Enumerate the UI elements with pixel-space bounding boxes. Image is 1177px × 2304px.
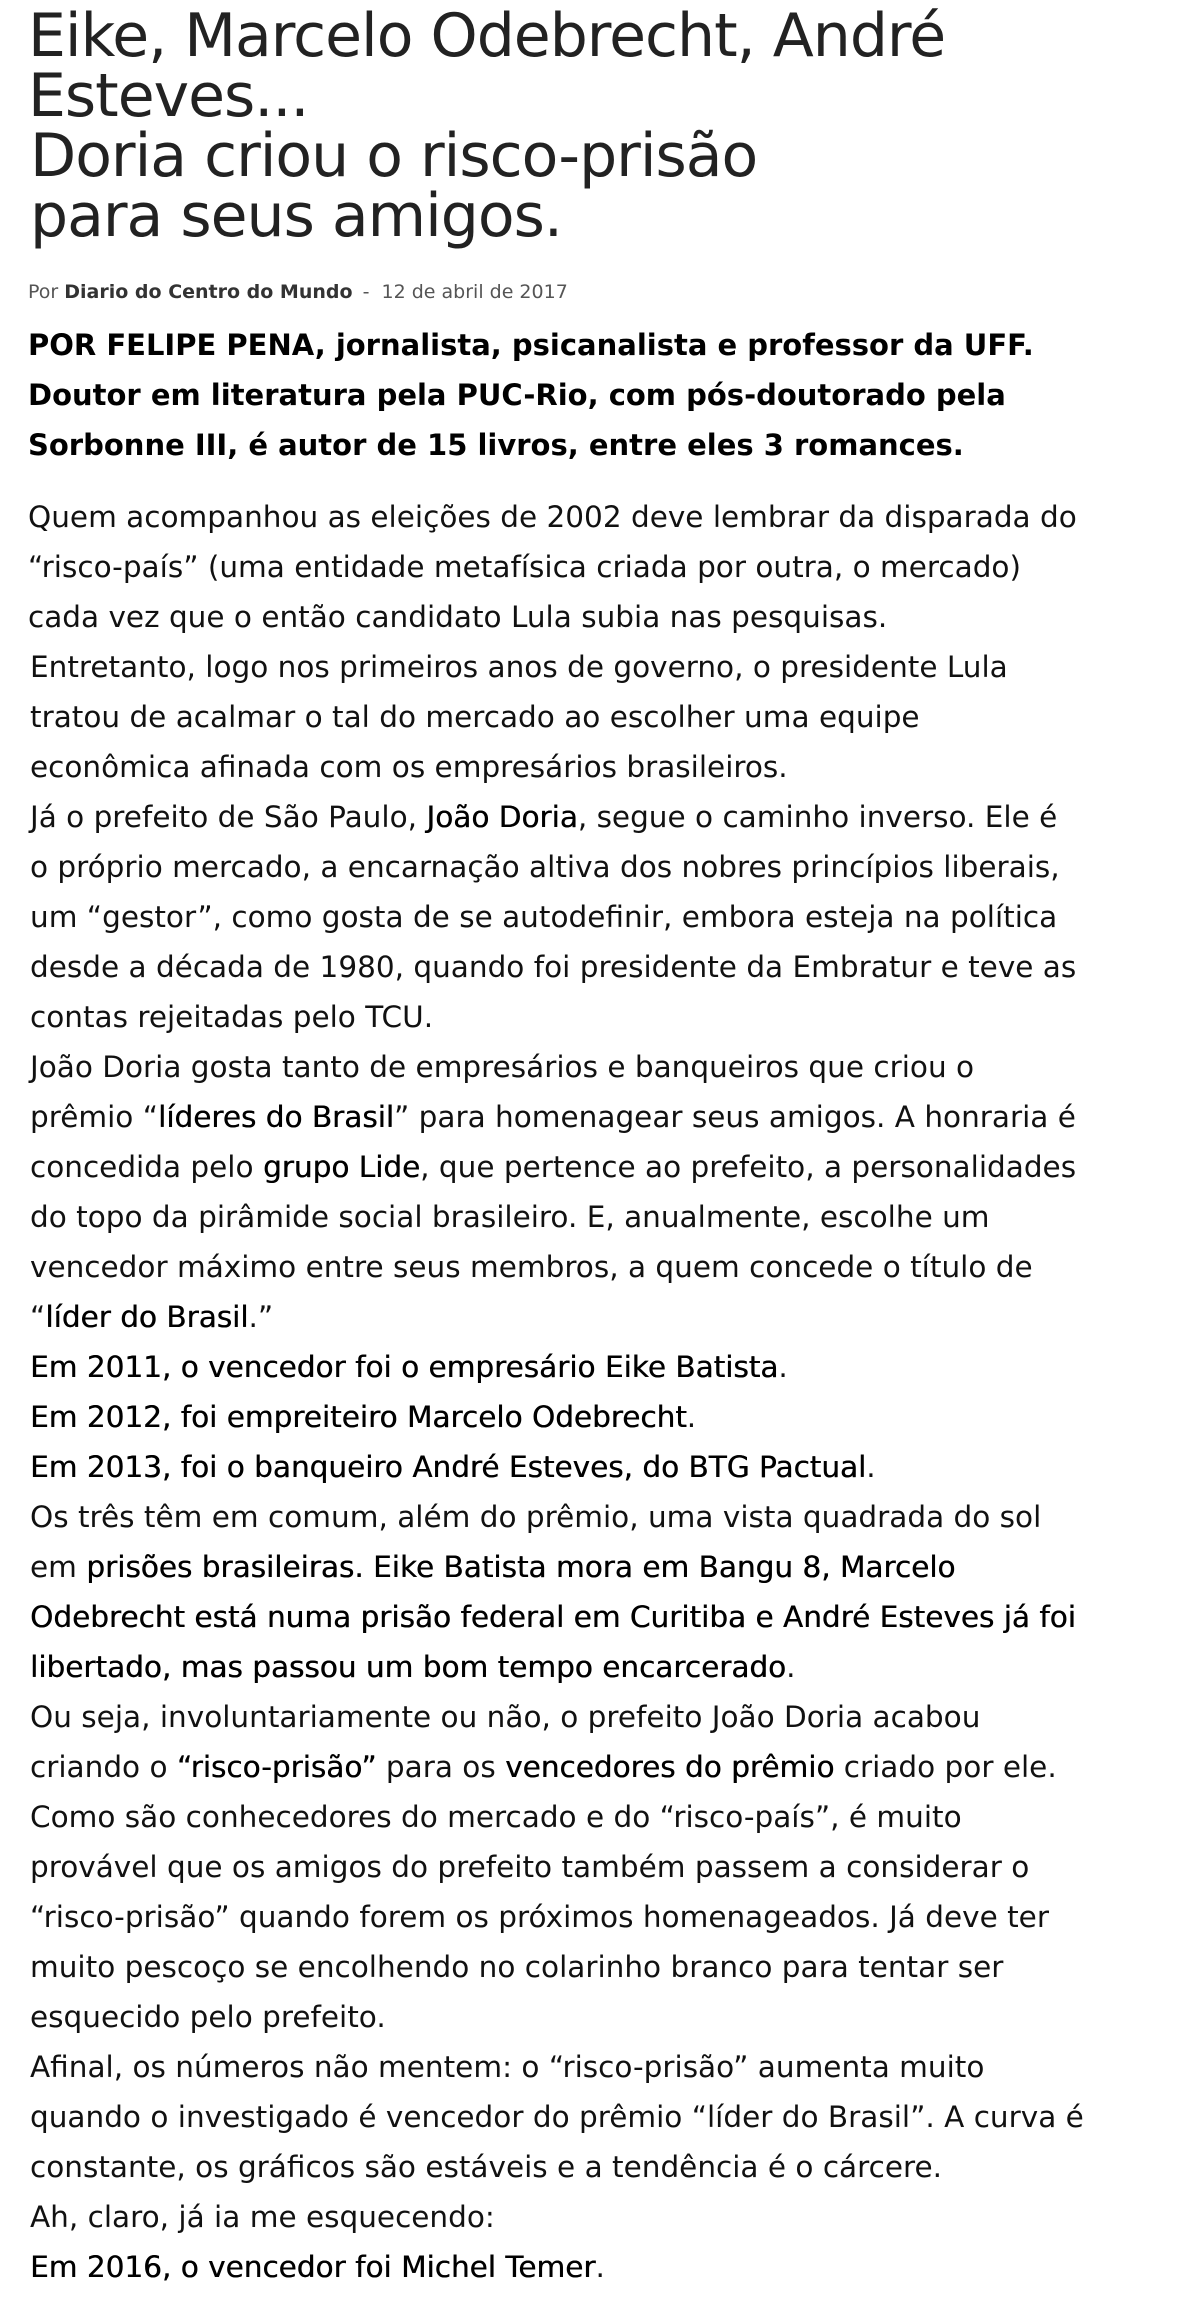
- text-run: Afinal, os números não mentem: o “risco-prisão” aumenta muito: [30, 2050, 985, 2084]
- paragraph-line: [30, 1492, 1041, 1542]
- highlighted-link[interactable]: Em 2016, o vencedor foi Michel Temer: [30, 2250, 596, 2284]
- text-run: “risco-país” (uma entidade metafísica criada por outra, o mercado): [28, 550, 1021, 584]
- paragraph-line: [28, 592, 887, 642]
- text-run: .: [786, 1650, 796, 1684]
- text-run: Ah, claro, já ia me esquecendo:: [30, 2200, 495, 2234]
- paragraph-line: [30, 1992, 386, 2042]
- text-run: .: [778, 1350, 788, 1384]
- text-run: , que pertence ao prefeito, a personalidades: [420, 1150, 1077, 1184]
- text-run: desde a década de 1980, quando foi presidente da Embratur e teve as: [30, 950, 1077, 984]
- paragraph-line: [30, 2042, 984, 2092]
- text-run: concedida pelo: [30, 1150, 263, 1184]
- text-run: muito pescoço se encolhendo no colarinho branco para tentar ser: [30, 1950, 1004, 1984]
- article-headline: [28, 1, 1128, 251]
- text-run: criando o: [30, 1750, 177, 1784]
- text-run: João Doria gosta tanto de empresários e banqueiros que criou o: [30, 1050, 975, 1084]
- bio-line-1: POR FELIPE PENA, jornalista, psicanalista e professor da UFF.: [28, 328, 1034, 362]
- text-run: quando o investigado é vencedor do prêmio “líder do Brasil”. A curva é: [30, 2100, 1084, 2134]
- highlighted-link[interactable]: vencedores do prêmio: [505, 1750, 835, 1784]
- paragraph-line: [30, 892, 1057, 942]
- highlighted-link[interactable]: João Doria: [426, 800, 578, 834]
- highlighted-link[interactable]: Em 2012, foi empreiteiro Marcelo Odebrecht: [30, 1400, 687, 1434]
- text-run: cada vez que o então candidato Lula subia nas pesquisas.: [28, 600, 888, 634]
- text-run: um “gestor”, como gosta de se autodefinir, embora esteja na política: [30, 900, 1058, 934]
- highlighted-link[interactable]: “risco-prisão”: [176, 1750, 377, 1784]
- text-run: Os três têm em comum, além do prêmio, uma vista quadrada do sol: [30, 1500, 1042, 1534]
- text-run: Já o prefeito de São Paulo,: [30, 800, 427, 834]
- text-run: para os: [376, 1750, 506, 1784]
- paragraph-line: [30, 1642, 795, 1692]
- byline-prefix: Por: [28, 281, 59, 303]
- publish-date: 12 de abril de 2017: [381, 281, 568, 303]
- text-run: contas rejeitadas pelo TCU.: [30, 1000, 434, 1034]
- text-run: Ou seja, involuntariamente ou não, o prefeito João Doria acabou: [30, 1700, 981, 1734]
- bio-line-3: Sorbonne III, é autor de 15 livros, entre eles 3 romances.: [28, 428, 964, 462]
- byline: [28, 281, 568, 303]
- text-run: constante, os gráficos são estáveis e a tendência é o cárcere.: [30, 2150, 942, 2184]
- text-run: prêmio “: [30, 1100, 158, 1134]
- paragraph-line: [30, 692, 920, 742]
- paragraph-line: [30, 1442, 876, 1492]
- paragraph-line: [30, 1592, 1076, 1642]
- paragraph-line: [28, 492, 1077, 542]
- paragraph-line: [30, 1042, 974, 1092]
- text-run: .”: [248, 1300, 274, 1334]
- highlighted-link[interactable]: líder do Brasil: [45, 1300, 249, 1334]
- text-run: vencedor máximo entre seus membros, a quem concede o título de: [30, 1250, 1033, 1284]
- paragraph-line: [30, 1792, 962, 1842]
- text-run: esquecido pelo prefeito.: [30, 2000, 386, 2034]
- text-run: ” para homenagear seus amigos. A honraria é: [394, 1100, 1076, 1134]
- paragraph-line: [30, 1092, 1076, 1142]
- text-run: o próprio mercado, a encarnação altiva dos nobres princípios liberais,: [30, 850, 1060, 884]
- text-run: .: [866, 1450, 876, 1484]
- paragraph-line: [30, 1692, 980, 1742]
- highlighted-link[interactable]: grupo Lide: [262, 1150, 421, 1184]
- paragraph-line: [30, 992, 433, 1042]
- highlighted-link[interactable]: Em 2011, o vencedor foi o empresário Eike Batista: [30, 1350, 779, 1384]
- paragraph-line: [30, 1892, 1049, 1942]
- paragraph-line: [30, 2092, 1084, 2142]
- text-run: tratou de acalmar o tal do mercado ao escolher uma equipe: [30, 700, 920, 734]
- byline-separator: -: [362, 281, 370, 303]
- paragraph-line: [30, 1392, 696, 1442]
- text-run: em: [30, 1550, 87, 1584]
- highlighted-link[interactable]: Em 2013, foi o banqueiro André Esteves, do BTG Pactual: [30, 1450, 867, 1484]
- paragraph-line: [30, 1842, 1029, 1892]
- highlighted-link[interactable]: líderes do Brasil: [158, 1100, 394, 1134]
- paragraph-line: [30, 2192, 495, 2242]
- paragraph-line: [30, 1292, 273, 1342]
- text-run: econômica afinada com os empresários brasileiros.: [30, 750, 788, 784]
- headline-line-4: para seus amigos.: [30, 181, 562, 251]
- paragraph-line: [30, 1742, 1057, 1792]
- paragraph-line: [30, 1542, 955, 1592]
- author-bio: [28, 320, 1158, 470]
- bio-line-2: Doutor em literatura pela PUC-Rio, com pós-doutorado pela: [28, 378, 1006, 412]
- text-run: do topo da pirâmide social brasileiro. E, anualmente, escolhe um: [30, 1200, 990, 1234]
- paragraph-line: [30, 1342, 788, 1392]
- text-run: .: [595, 2250, 605, 2284]
- author-link[interactable]: Diario do Centro do Mundo: [64, 281, 353, 303]
- paragraph-line: [30, 842, 1060, 892]
- text-run: .: [686, 1400, 697, 1434]
- headline-line-3: Doria criou o risco-prisão: [30, 121, 758, 191]
- paragraph-line: [28, 542, 1021, 592]
- text-run: criado por ele.: [834, 1750, 1057, 1784]
- headline-line-2: Esteves...: [28, 61, 309, 131]
- paragraph-line: [30, 942, 1076, 992]
- text-run: Quem acompanhou as eleições de 2002 deve lembrar da disparada do: [28, 500, 1077, 534]
- paragraph-line: [30, 1142, 1076, 1192]
- paragraph-line: [30, 2242, 605, 2292]
- paragraph-line: [30, 1192, 990, 1242]
- text-run: , segue o caminho inverso. Ele é: [577, 800, 1058, 834]
- paragraph-line: [30, 642, 1008, 692]
- text-run: “: [30, 1300, 46, 1334]
- highlighted-link[interactable]: Odebrecht está numa prisão federal em Curitiba e André Esteves já foi: [30, 1600, 1076, 1634]
- paragraph-line: [30, 742, 788, 792]
- paragraph-line: [30, 792, 1057, 842]
- text-run: “risco-prisão” quando forem os próximos homenageados. Já deve ter: [30, 1900, 1049, 1934]
- headline-line-1: Eike, Marcelo Odebrecht, André: [28, 1, 946, 71]
- highlighted-link[interactable]: libertado, mas passou um bom tempo encarcerado: [30, 1650, 787, 1684]
- text-run: Como são conhecedores do mercado e do “risco-país”, é muito: [30, 1800, 962, 1834]
- paragraph-line: [30, 1242, 1033, 1292]
- highlighted-link[interactable]: prisões brasileiras. Eike Batista mora em Bangu 8, Marcelo: [86, 1550, 956, 1584]
- text-run: Entretanto, logo nos primeiros anos de governo, o presidente Lula: [30, 650, 1008, 684]
- paragraph-line: [30, 1942, 1003, 1992]
- text-run: provável que os amigos do prefeito também passem a considerar o: [30, 1850, 1030, 1884]
- paragraph-line: [30, 2142, 942, 2192]
